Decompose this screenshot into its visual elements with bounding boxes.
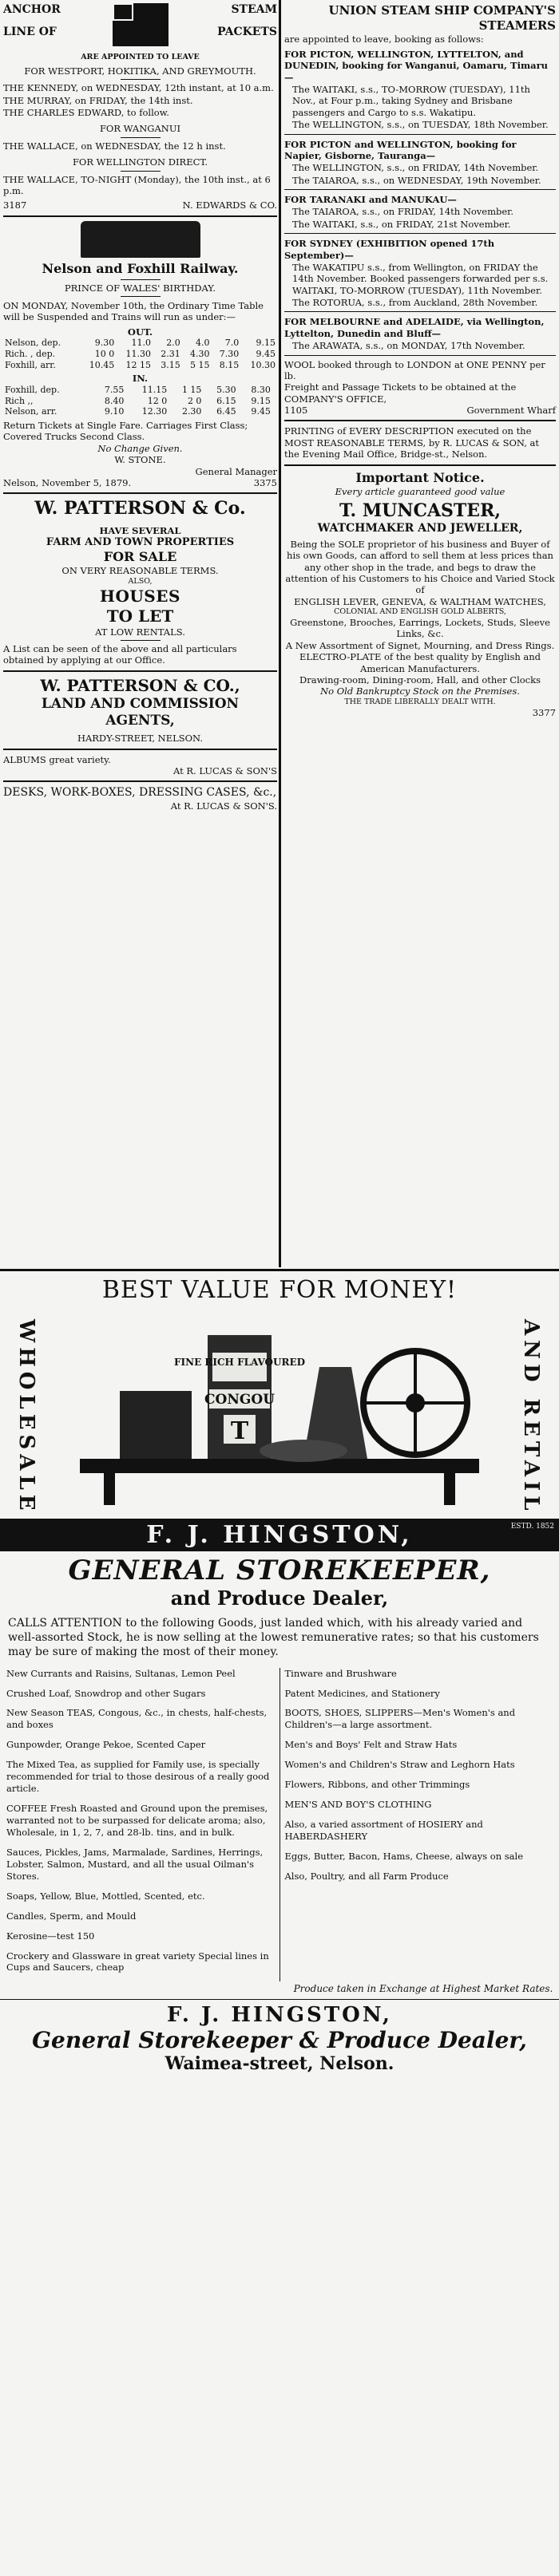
anchor-title-right: STEAM — [231, 3, 277, 16]
hingston-left-items — [6, 1668, 275, 1982]
goods-item: Tinware and Brushware — [284, 1667, 397, 1679]
patterson-property-ad — [3, 498, 277, 666]
goods-item: Kerosine—test 150 — [6, 1930, 95, 1942]
railway-in-label: IN. — [132, 373, 149, 385]
goods-item: Eggs, Butter, Bacon, Hams, Cheese, always on sale — [284, 1850, 524, 1862]
timetable-cell: 5 15 — [189, 359, 210, 370]
timetable-row — [3, 406, 277, 417]
union-sections — [284, 49, 556, 356]
goods-item: Men's and Boys' Felt and Straw Hats — [284, 1739, 458, 1751]
goods-item: New Season TEAS, Congous, &c., in chests, half-chests, and boxes — [6, 1707, 268, 1731]
muncaster-item: COLONIAL AND ENGLISH GOLD ALBERTS, — [334, 607, 506, 617]
patterson-line: HAVE SEVERAL — [99, 524, 181, 536]
timetable-cell: 6.45 — [216, 406, 236, 417]
patterson-also: ALSO, — [128, 576, 153, 586]
goods-item: Gunpowder, Orange Pekoe, Scented Caper — [6, 1739, 206, 1751]
desks-at: At R. LUCAS & SON'S. — [170, 800, 277, 812]
railway-signer-title: General Manager — [195, 465, 277, 477]
hingston-right-items — [280, 1668, 553, 1982]
timetable-cell: 1 15 — [181, 384, 202, 395]
goods-item: Patent Medicines, and Stationery — [284, 1687, 440, 1699]
left-column — [3, 0, 277, 815]
timetable-cell: 9.45 — [251, 406, 271, 417]
patterson-agents-line: AGENTS, — [105, 713, 175, 729]
goods-item: COFFEE Fresh Roasted and Ground upon the premises, warranted not to be surpassed for delicate aroma; also, Wholesale, in 1, 2, 7, and 28-lb. tins, and in bulk. — [6, 1803, 268, 1838]
hingston-footer-name: F. J. HINGSTON, — [167, 2003, 392, 2028]
hingston-established: ESTD. 1852 — [510, 1523, 554, 1531]
timetable-cell: 12 15 — [125, 359, 151, 370]
timetable-row — [3, 338, 277, 349]
timetable-cell: 11.15 — [141, 384, 168, 395]
railway-note: Return Tickets at Single Fare. Carriages First Class; Covered Trucks Second Class. — [3, 420, 248, 443]
hingston-footer-address: Waimea-street, Nelson. — [165, 2053, 394, 2075]
union-ship: The WAKATIPU s.s., from Wellington, on FRIDAY the 14th November. Booked passengers forwarded per s.s. WAITAKI, TO-MORROW (TUESDAY), 11th November. — [292, 261, 549, 296]
timetable-cell: 9.10 — [104, 406, 125, 417]
patterson-line: AT LOW RENTALS. — [95, 626, 185, 638]
goods-item: Soaps, Yellow, Blue, Mottled, Scented, etc. — [6, 1890, 205, 1902]
union-section-head: FOR TARANAKI and MANUKAU— — [284, 194, 457, 205]
timetable-cell: 7.0 — [224, 338, 240, 349]
timetable-cell: 10.45 — [89, 359, 115, 370]
union-wharf: Government Wharf — [466, 405, 556, 416]
timetable-cell: 2.0 — [166, 338, 180, 349]
timetable-cell: 3.15 — [161, 359, 180, 370]
anchor-agent: N. EDWARDS & CO. — [182, 200, 277, 211]
union-appointed: are appointed to leave, booking as follows: — [284, 33, 484, 45]
timetable-cell: 5.30 — [216, 384, 236, 395]
timetable-cell: 12.30 — [141, 406, 168, 417]
timetable-cell: 10.30 — [250, 359, 276, 370]
wholesale-vertical: WHOLESALE — [14, 1319, 38, 1515]
patterson-agents-line: HARDY-STREET, NELSON. — [77, 733, 204, 745]
timetable-row — [3, 360, 277, 371]
union-ship: The WELLINGTON, s.s., on FRIDAY, 14th November. — [292, 162, 539, 174]
union-number: 1105 — [284, 405, 308, 416]
muncaster-number: 3377 — [532, 706, 556, 718]
timetable-cell: 9.30 — [94, 338, 115, 349]
anchor-route-1: FOR WESTPORT, HOKITIKA, AND GREYMOUTH. — [24, 65, 256, 77]
desks-ad — [3, 786, 277, 812]
muncaster-ad — [284, 470, 556, 718]
timetable-cell: Nelson, dep. — [5, 338, 61, 349]
union-section-head: FOR PICTON, WELLINGTON, LYTTELTON, and DUNEDIN, booking for Wanganui, Oamaru, Timaru— — [284, 48, 549, 83]
hingston-name: F. J. HINGSTON, — [146, 1521, 413, 1549]
timetable-cell: 8.40 — [104, 395, 125, 406]
railway-out-table — [3, 338, 277, 370]
patterson-line: ON VERY REASONABLE TERMS. — [61, 565, 219, 577]
timetable-cell: 2 0 — [187, 395, 202, 406]
timetable-cell: 9.15 — [251, 395, 271, 406]
union-section-head: FOR PICTON and WELLINGTON, booking for Napier, Gisborne, Tauranga— — [284, 138, 517, 161]
muncaster-guarantee: Every article guaranteed good value — [335, 485, 505, 497]
retail-vertical: AND RETAIL — [519, 1319, 543, 1515]
goods-item: Crushed Loaf, Snowdrop and other Sugars — [6, 1687, 206, 1699]
goods-item: The Mixed Tea, as supplied for Family use, is specially recommended for trial to those desirous of a really good article. — [6, 1759, 270, 1795]
union-ship: The TAIAROA, s.s., on FRIDAY, 14th November. — [292, 206, 514, 218]
timetable-cell: 2.31 — [161, 348, 180, 359]
railway-subtitle: PRINCE OF WALES' BIRTHDAY. — [64, 282, 216, 294]
anchor-ship: THE CHARLES EDWARD, to follow. — [3, 107, 169, 118]
muncaster-body: Being the SOLE proprietor of his business and Buyer of his own Goods, can afford to sell them at less prices than any other shop in the trade, and begs to draw the attention of his Customers to his Choice and Varied Stock of — [285, 538, 555, 596]
timetable-cell: 12 0 — [147, 395, 168, 406]
timetable-cell: Foxhill, dep. — [5, 384, 60, 395]
anchor-ship: THE MURRAY, on FRIDAY, the 14th inst. — [3, 94, 193, 106]
goods-item: Flowers, Ribbons, and other Trimmings — [284, 1779, 470, 1791]
timetable-cell: 4.30 — [189, 348, 210, 359]
tin-text: FINE RICH FLAVOURED — [173, 1357, 306, 1368]
timetable-cell: 7.30 — [219, 348, 240, 359]
muncaster-item: Drawing-room, Dining-room, Hall, and other Clocks — [299, 674, 541, 685]
anchor-appointed: ARE APPOINTED TO LEAVE — [81, 53, 200, 61]
hingston-trade: GENERAL STOREKEEPER, — [68, 1555, 491, 1586]
best-value-banner — [0, 1269, 559, 1521]
albums-text: ALBUMS great variety. — [3, 753, 111, 765]
hingston-store-ad — [0, 1519, 559, 2074]
anchor-route-3: FOR WELLINGTON DIRECT. — [72, 156, 208, 168]
muncaster-notice: Important Notice. — [355, 469, 485, 485]
railway-title: Nelson and Foxhill Railway. — [42, 260, 239, 276]
locomotive-icon — [81, 221, 200, 258]
union-ship: The WELLINGTON, s.s., on TUESDAY, 18th November. — [292, 119, 549, 131]
hingston-intro: CALLS ATTENTION to the following Goods, just landed which, with his already varied and well-assorted Stock, he is now selling at the lowest remunerative rates; so that his customers may be sure of making the most of their money. — [8, 1617, 539, 1659]
timetable-row — [3, 385, 277, 396]
goods-item: New Currants and Raisins, Sultanas, Lemon Peel — [6, 1667, 236, 1679]
timetable-cell — [272, 385, 277, 396]
muncaster-no-old: No Old Bankruptcy Stock on the Premises. — [320, 685, 520, 697]
hingston-footer-trade: General Storekeeper & Produce Dealer, — [32, 2027, 527, 2054]
printing-text: PRINTING of EVERY DESCRIPTION executed on the MOST REASONABLE TERMS, by R. LUCAS & SON, at the Evening Mail Office, Bridge-st., Nelson. — [284, 425, 539, 460]
union-ship: The ROTORUA, s.s., from Auckland, 28th November. — [292, 297, 538, 308]
timetable-cell: Rich. , dep. — [5, 348, 56, 359]
muncaster-item: A New Assortment of Signet, Mourning, and Dress Rings. — [285, 639, 555, 651]
timetable-cell: Nelson, arr. — [5, 406, 57, 417]
timetable-cell: 8.30 — [251, 384, 271, 395]
tea-initial: T — [230, 1417, 249, 1445]
union-ship: The WAITAKI, s.s., on FRIDAY, 21st November. — [292, 218, 511, 230]
desks-text: DESKS, WORK-BOXES, DRESSING CASES, &c., — [3, 786, 277, 800]
timetable-cell: 9.15 — [256, 338, 276, 349]
patterson-title: W. PATTERSON & Co. — [34, 498, 246, 520]
timetable-row — [3, 349, 277, 360]
railway-intro: ON MONDAY, November 10th, the Ordinary Time Table will be Suspended and Trains will run as under:— — [3, 300, 264, 323]
patterson-agents-line: LAND AND COMMISSION — [41, 695, 240, 712]
railway-date: Nelson, November 5, 1879. — [3, 476, 132, 488]
railway-no-change: No Change Given. — [97, 442, 183, 454]
patterson-agents-title: W. PATTERSON & CO., — [40, 675, 240, 695]
hingston-exchange: Produce taken in Exchange at Highest Market Rates. — [293, 1983, 553, 1995]
timetable-cell: Rich ,, — [5, 395, 34, 406]
anchor-number: 3187 — [3, 200, 27, 211]
muncaster-trade: WATCHMAKER AND JEWELLER, — [317, 522, 523, 535]
timetable-row — [3, 396, 277, 407]
hingston-and: and Produce Dealer, — [170, 1586, 389, 1610]
timetable-cell: 7.55 — [104, 384, 125, 395]
union-title: UNION STEAM SHIP COMPANY'S STEAMERS — [328, 3, 556, 33]
patterson-line: FOR SALE — [103, 549, 177, 565]
railway-number: 3375 — [253, 476, 277, 488]
timetable-cell: 6.15 — [216, 395, 236, 406]
union-ship: The TAIAROA, s.s., on WEDNESDAY, 19th November. — [292, 174, 541, 186]
muncaster-item: ENGLISH LEVER, GENEVA, & WALTHAM WATCHES, — [294, 595, 546, 607]
timetable-cell: 10 0 — [94, 348, 115, 359]
railway-signer: W. STONE. — [114, 454, 166, 466]
timetable-cell — [272, 406, 277, 417]
union-freight: Freight and Passage Tickets to be obtained at the COMPANY'S OFFICE, — [284, 381, 517, 405]
goods-item: Crockery and Glassware in great variety Special lines in Cups and Saucers, cheap — [6, 1950, 269, 1973]
timetable-cell: 8.15 — [219, 359, 240, 370]
union-section-head: FOR MELBOURNE and ADELAIDE, via Wellington, Lyttelton, Dunedin and Bluff— — [284, 316, 545, 339]
muncaster-item: ELECTRO-PLATE of the best quality by English and American Manufacturers. — [299, 651, 541, 674]
timetable-cell: 11.0 — [131, 338, 151, 349]
flag-icon — [113, 3, 168, 46]
anchor-subtitle-right: PACKETS — [217, 25, 277, 38]
muncaster-item: Greenstone, Brooches, Earrings, Lockets, Studs, Sleeve Links, &c. — [290, 617, 550, 640]
goods-item: Also, Poultry, and all Farm Produce — [284, 1870, 449, 1882]
goods-item: Candles, Sperm, and Mould — [6, 1910, 137, 1922]
right-column — [284, 0, 556, 721]
union-section-head: FOR SYDNEY (EXHIBITION opened 17th September)— — [284, 238, 495, 261]
tea-still-life-illustration — [64, 1311, 495, 1511]
tea-label: CONGOU — [204, 1392, 276, 1408]
goods-item: Women's and Children's Straw and Leghorn Hats — [284, 1759, 515, 1771]
timetable-cell: 9.45 — [256, 348, 276, 359]
anchor-line-ad — [3, 3, 277, 211]
union-ship: The WAITAKI, s.s., TO-MORROW (TUESDAY), 11th Nov., at Four p.m., taking Sydney and Brisbane passengers and Cargo to s.s. Wakatipu. — [292, 84, 530, 118]
goods-item: MEN'S AND BOY'S CLOTHING — [284, 1799, 432, 1811]
union-wool: WOOL booked through to LONDON at ONE PENNY per lb. — [284, 358, 545, 381]
patterson-line: TO LET — [106, 606, 174, 626]
goods-item: BOOTS, SHOES, SLIPPERS—Men's Women's and Children's—a large assortment. — [284, 1707, 516, 1731]
timetable-cell: 2.30 — [181, 406, 202, 417]
railway-out-label: OUT. — [127, 326, 153, 338]
timetable-cell: 4.0 — [195, 338, 210, 349]
anchor-title-left: ANCHOR — [3, 3, 61, 16]
patterson-line: HOUSES — [100, 586, 180, 606]
anchor-route-2: FOR WANGANUI — [99, 123, 181, 135]
anchor-ships-1 — [3, 82, 277, 118]
best-value-title: BEST VALUE FOR MONEY! — [101, 1276, 458, 1304]
anchor-ship: THE WALLACE, on WEDNESDAY, the 12 h inst. — [3, 140, 226, 152]
anchor-ship: THE WALLACE, TO-NIGHT (Monday), the 10th inst., at 6 p.m. — [3, 173, 271, 196]
albums-ad — [3, 754, 277, 777]
goods-item: Sauces, Pickles, Jams, Marmalade, Sardines, Herrings, Lobster, Salmon, Mustard, and all the usual Oilman's Stores. — [6, 1846, 264, 1882]
muncaster-name: T. MUNCASTER, — [339, 500, 502, 521]
railway-in-table — [3, 385, 277, 417]
column-divider — [279, 0, 281, 1267]
timetable-cell: 11.30 — [125, 348, 151, 359]
anchor-subtitle-left: LINE OF — [3, 25, 57, 38]
printing-ad — [284, 425, 556, 460]
union-ship: The ARAWATA, s.s., on MONDAY, 17th November. — [292, 340, 525, 352]
union-steam-ad — [284, 3, 556, 416]
albums-at: At R. LUCAS & SON'S — [173, 765, 277, 776]
goods-item: Also, a varied assortment of HOSIERY and HABERDASHERY — [284, 1819, 483, 1842]
timetable-cell — [272, 396, 277, 407]
muncaster-trade-deal: THE TRADE LIBERALLY DEALT WITH. — [344, 697, 496, 706]
railway-ad — [3, 221, 277, 489]
patterson-line: FARM AND TOWN PROPERTIES — [46, 536, 235, 549]
patterson-agents-ad — [3, 676, 277, 745]
patterson-note: A List can be seen of the above and all particulars obtained by applying at our Office. — [3, 643, 237, 666]
anchor-ship: THE KENNEDY, on WEDNESDAY, 12th instant, at 10 a.m. — [3, 82, 274, 94]
timetable-cell: Foxhill, arr. — [5, 359, 56, 370]
